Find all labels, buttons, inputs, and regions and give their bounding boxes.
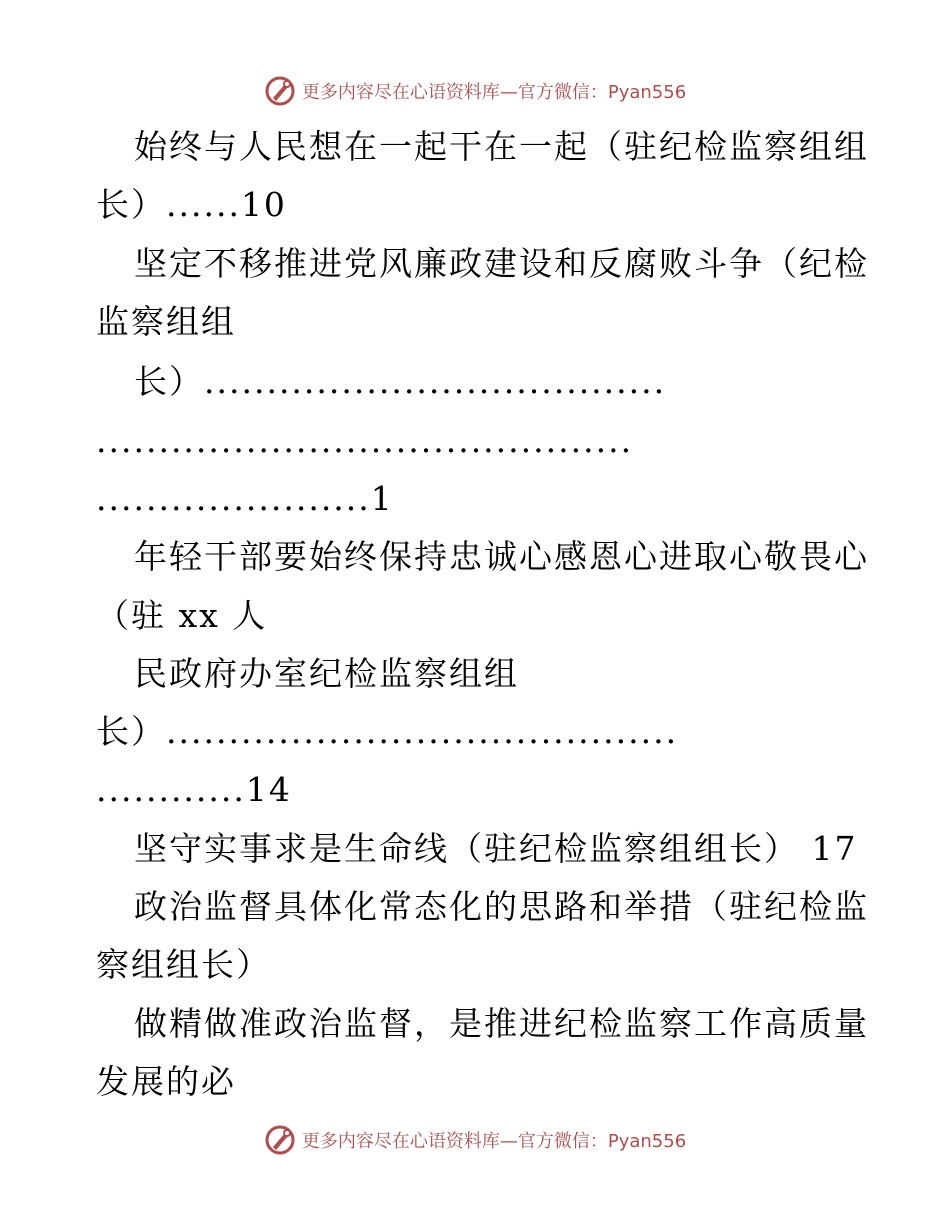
pen-logo-icon <box>264 1124 296 1156</box>
toc-line: 长）......................................... <box>96 712 679 751</box>
watermark-text: 更多内容尽在心语资料库—官方微信：Pyan556 <box>301 82 687 103</box>
toc-line: 做精做准政治监督，是推进纪检监察工作高质量 <box>134 1004 869 1043</box>
toc-line: 发展的必 <box>96 1062 236 1101</box>
toc-line: 坚定不移推进党风廉政建设和反腐败斗争（纪检 <box>134 244 869 283</box>
toc-line: ......................1 <box>96 479 394 518</box>
toc-line: 年轻干部要始终保持忠诚心感恩心进取心敬畏心 <box>134 537 869 576</box>
toc-line: 坚守实事求是生命线（驻纪检监察组组长） 17 <box>134 829 858 868</box>
footer-watermark <box>0 1120 950 1160</box>
toc-line: （驻 xx 人 <box>96 596 268 635</box>
watermark-text: 更多内容尽在心语资料库—官方微信：Pyan556 <box>301 1131 687 1152</box>
toc-line: 长）......10 <box>96 185 287 224</box>
toc-line: 始终与人民想在一起干在一起（驻纪检监察组组 <box>134 127 869 166</box>
header-watermark <box>0 71 950 111</box>
toc-line: 察组组长） <box>96 945 271 984</box>
toc-line: 监察组组 <box>96 302 236 341</box>
pen-logo-icon <box>264 75 296 107</box>
toc-line: ............14 <box>96 770 292 809</box>
toc-line: 长）..................................... <box>134 362 667 401</box>
toc-line: 民政府办室纪检监察组组 <box>134 654 519 693</box>
toc-line: ........................................... <box>96 421 634 460</box>
toc-line: 政治监督具体化常态化的思路和举措（驻纪检监 <box>134 887 869 926</box>
